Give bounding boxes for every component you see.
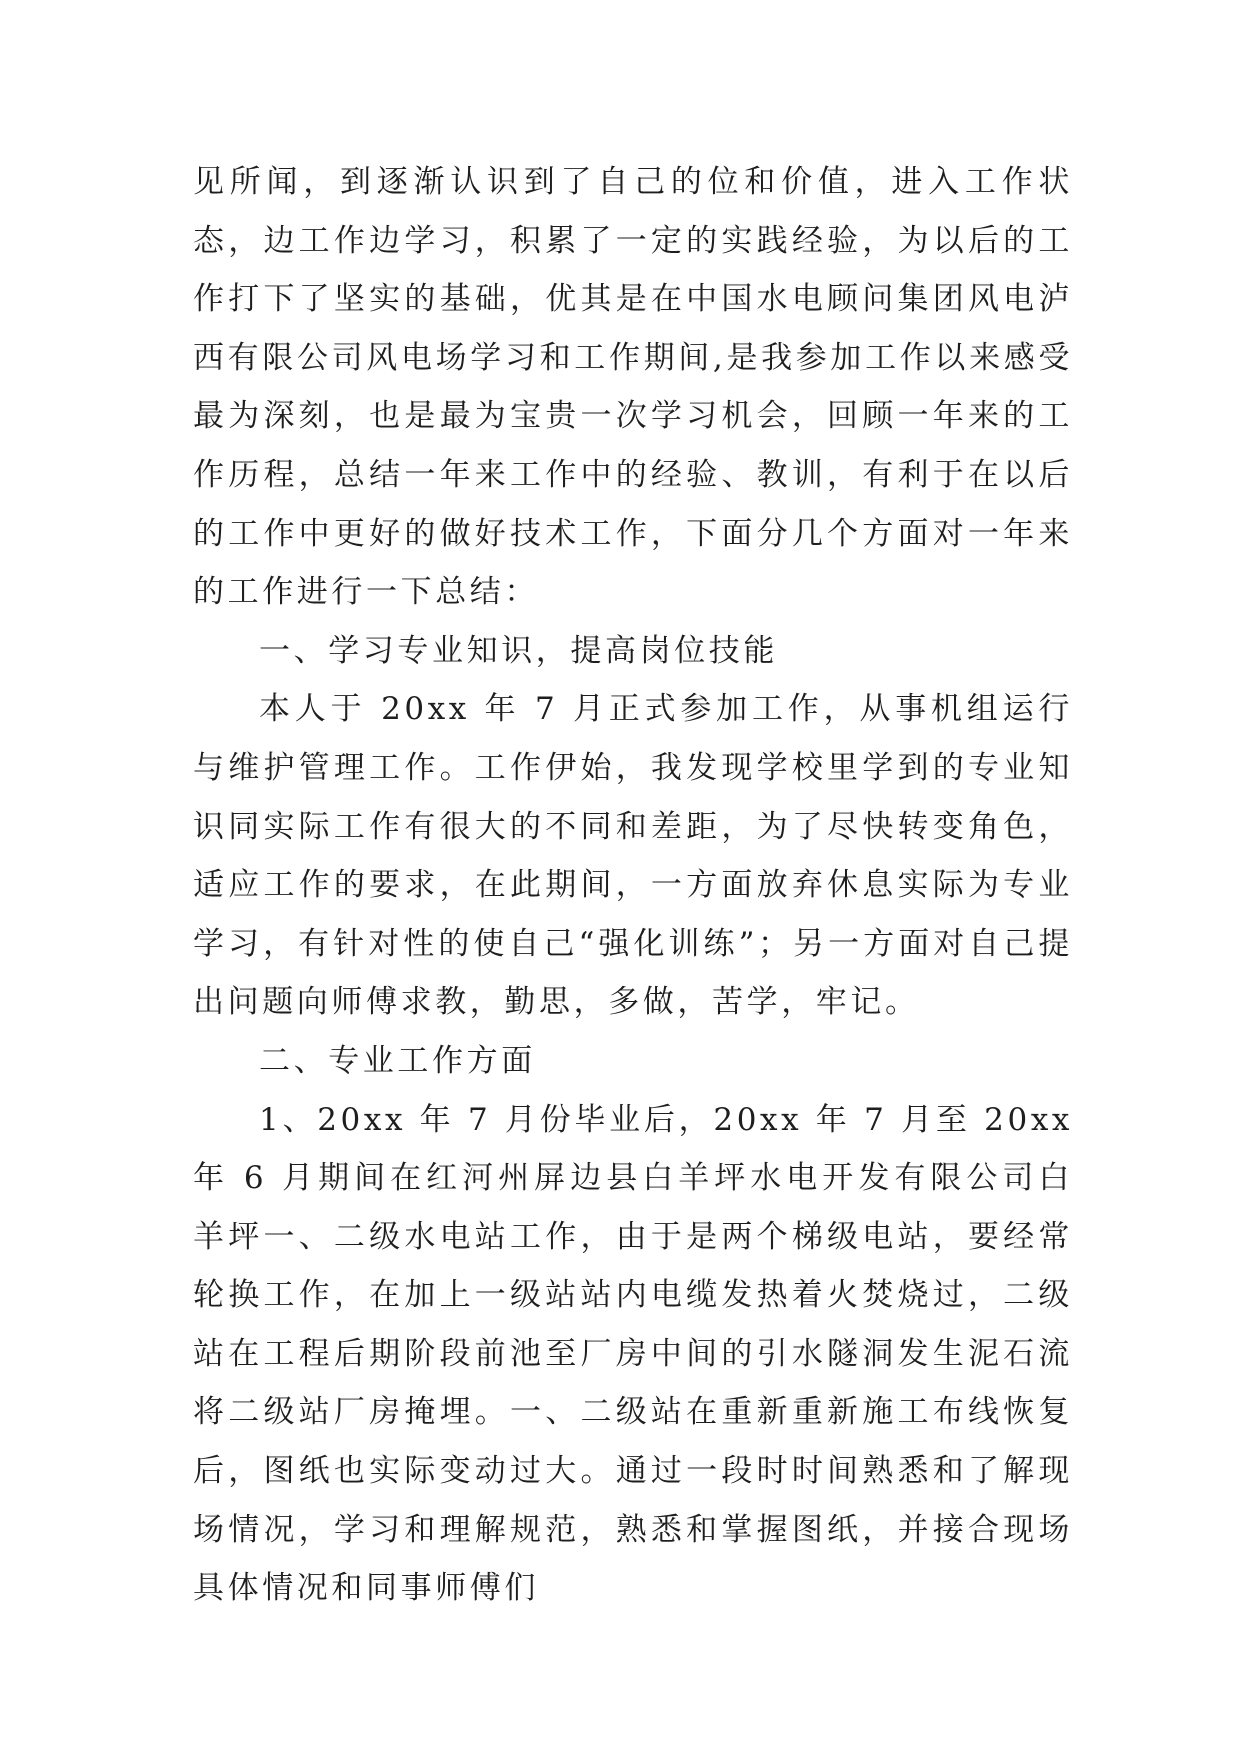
- paragraph-section-2-item-1: 1、20xx 年 7 月份毕业后，20xx 年 7 月至 20xx 年 6 月期间在红河州屏边县白羊坪水电开发有限公司白羊坪一、二级水电站工作，由于是两个梯级电站，要经常轮换工作，在加上一级站站内电缆发热着火焚烧过，二级站在工程后期阶段前池至厂房中间的引水隧洞发生泥石流将二级站厂房掩埋。一、二级站在重新重新施工布线恢复后，图纸也实际变动过大。通过一段时时间熟悉和了解现场情况，学习和理解规范，熟悉和掌握图纸，并接合现场具体情况和同事师傅们: [193, 1101, 1073, 1607]
- paragraph-intro-continued: 见所闻，到逐渐认识到了自己的位和价值，进入工作状态，边工作边学习，积累了一定的实践经验，为以后的工作打下了坚实的基础，优其是在中国水电顾问集团风电泸西有限公司风电场学习和工作期间,是我参加工作以来感受最为深刻，也是最为宝贵一次学习机会，回顾一年来的工作历程，总结一年来工作中的经验、教训，有利于在以后的工作中更好的做好技术工作，下面分几个方面对一年来的工作进行一下总结：: [193, 164, 1073, 611]
- document-body: [193, 153, 1073, 1618]
- section-heading-1: 一、学习专业知识，提高岗位技能: [259, 632, 778, 669]
- paragraph-section-1: 本人于 20xx 年 7 月正式参加工作，从事机组运行与维护管理工作。工作伊始，我发现学校里学到的专业知识同实际工作有很大的不同和差距，为了尽快转变角色，适应工作的要求，在此期间，一方面放弃休息实际为专业学习，有针对性的使自己“强化训练”；另一方面对自己提出问题向师傅求教，勤思，多做，苦学，牢记。: [193, 691, 1073, 1021]
- section-heading-2: 二、专业工作方面: [259, 1042, 536, 1079]
